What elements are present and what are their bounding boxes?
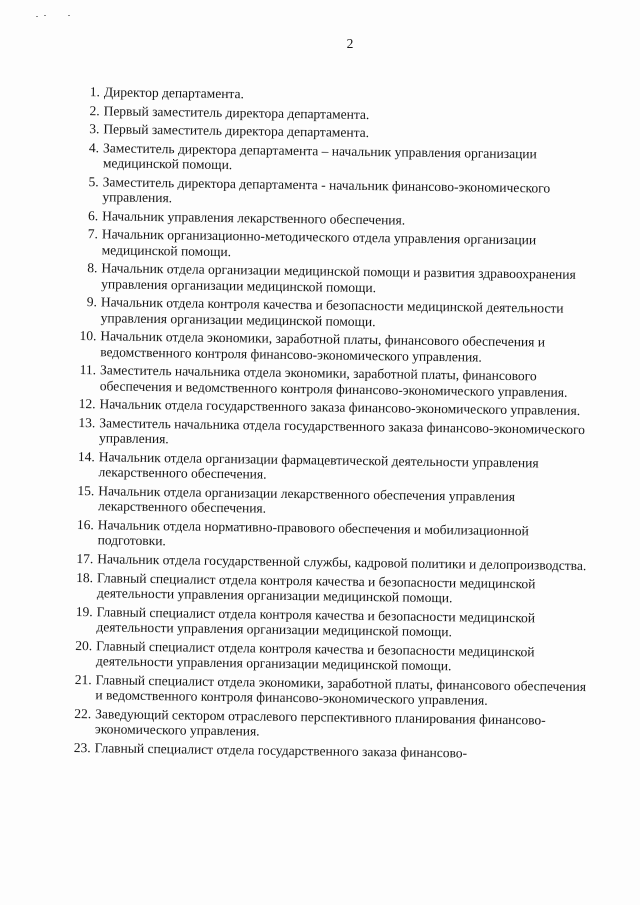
item-number: 14.: [77, 448, 95, 465]
item-text: Первый заместитель директора департамента.: [103, 121, 370, 141]
list-item: [72, 604, 592, 642]
item-number: 16.: [76, 516, 94, 533]
item-number: 2.: [89, 102, 100, 118]
item-number: 7.: [87, 226, 99, 242]
item-number: 9.: [86, 294, 98, 310]
list-item: [78, 174, 598, 212]
item-text: Первый заместитель директора департамента.: [103, 102, 370, 122]
item-text: Начальник отдела контроля качества и безопасности медицинской деятельности управления организации медицинской помощи.: [100, 294, 564, 329]
item-number: 15.: [77, 482, 95, 499]
item-number: 23.: [73, 739, 91, 755]
item-text: Заведующий сектором отраслевого перспективного планирования финансово-экономического управления.: [94, 705, 546, 739]
item-text: Начальник отдела государственной службы, кадровой политики и делопроизводства.: [97, 551, 587, 574]
item-number: 1.: [89, 84, 100, 100]
item-text: Начальник отдела организации лекарственного обеспечения управления лекарственного обеспечения.: [98, 483, 516, 517]
item-number: 4.: [88, 139, 100, 156]
item-text: Директор департамента.: [103, 84, 245, 102]
item-number: 5.: [88, 173, 99, 190]
item-number: 10.: [79, 328, 97, 344]
item-number: 22.: [74, 705, 92, 721]
item-text: Начальник отдела экономики, заработной платы, финансового обеспечения и ведомственного контроля финансово-экономического управления.: [100, 328, 546, 365]
item-text: Заместитель директора департамента – начальник управления организации медицинской помощи.: [102, 140, 537, 173]
list-item: [74, 449, 594, 487]
list-item: [73, 570, 593, 608]
item-text: Заместитель начальника отдела государственного заказа финансово-экономического управления.: [98, 415, 586, 447]
list-item: [71, 739, 591, 762]
item-text: Начальник отдела государственного заказа финансово-экономического управления.: [99, 396, 581, 419]
list-item: [71, 706, 591, 744]
list-item: [71, 672, 591, 710]
list-item: [72, 638, 592, 676]
item-number: 19.: [75, 603, 93, 619]
item-text: Начальник управления лекарственного обеспечения.: [102, 208, 406, 228]
list-item: [76, 362, 596, 400]
item-number: 13.: [78, 414, 96, 431]
list-item: [78, 226, 598, 264]
item-text: Заместитель начальника отдела экономики, заработной платы, финансового обеспечения и ведомственного контроля финансово-экономического управления.: [99, 362, 568, 400]
item-text: Начальник отдела нормативно-правового обеспечения и мобилизационной подготовки.: [97, 517, 529, 549]
item-text: Начальник отдела организации фармацевтической деятельности управления лекарственного обеспечения.: [98, 449, 539, 483]
item-text: Начальник организационно-методического отдела управления организации медицинской помощи.: [101, 226, 537, 259]
item-text: Главный специалист отдела контроля качества и безопасности медицинской деятельности управления организации медицинской помощи.: [96, 603, 536, 640]
list-item: [74, 483, 594, 521]
list-item: [77, 294, 597, 332]
item-number: 18.: [76, 569, 94, 585]
item-text: Заместитель директора департамента - начальник финансово-экономического управления.: [102, 174, 551, 206]
item-number: 20.: [75, 637, 93, 653]
item-number: 21.: [74, 671, 92, 687]
item-number: 3.: [89, 121, 100, 137]
scan-speck: [36, 16, 38, 17]
item-number: 8.: [87, 260, 98, 276]
item-number: 12.: [78, 396, 96, 412]
item-text: Главный специалист отдела контроля качества и безопасности медицинской деятельности управления организации медицинской помощи.: [95, 637, 535, 674]
list-item: [75, 415, 595, 453]
scan-speck: [68, 15, 70, 16]
list-item: [76, 328, 596, 366]
positions-list: [71, 84, 600, 765]
item-text: Главный специалист отдела экономики, заработной платы, финансового обеспечения и ведомственного контроля финансово-экономического управления.: [95, 671, 587, 708]
item-number: 17.: [76, 550, 94, 567]
scan-speck: [44, 15, 46, 16]
list-item: [77, 260, 597, 298]
item-number: 6.: [87, 207, 99, 224]
list-item: [74, 517, 594, 555]
list-item: [79, 140, 599, 178]
page-number: 2: [346, 36, 354, 51]
item-text: Начальник отдела организации медицинской помощи и развития здравоохранения управления организации медицинской помощи.: [101, 260, 576, 295]
item-text: Главный специалист отдела контроля качества и безопасности медицинской деятельности управления организации медицинской помощи.: [96, 569, 536, 606]
item-number: 11.: [79, 362, 97, 378]
item-text: Главный специалист отдела государственного заказа финансово-: [94, 739, 468, 761]
